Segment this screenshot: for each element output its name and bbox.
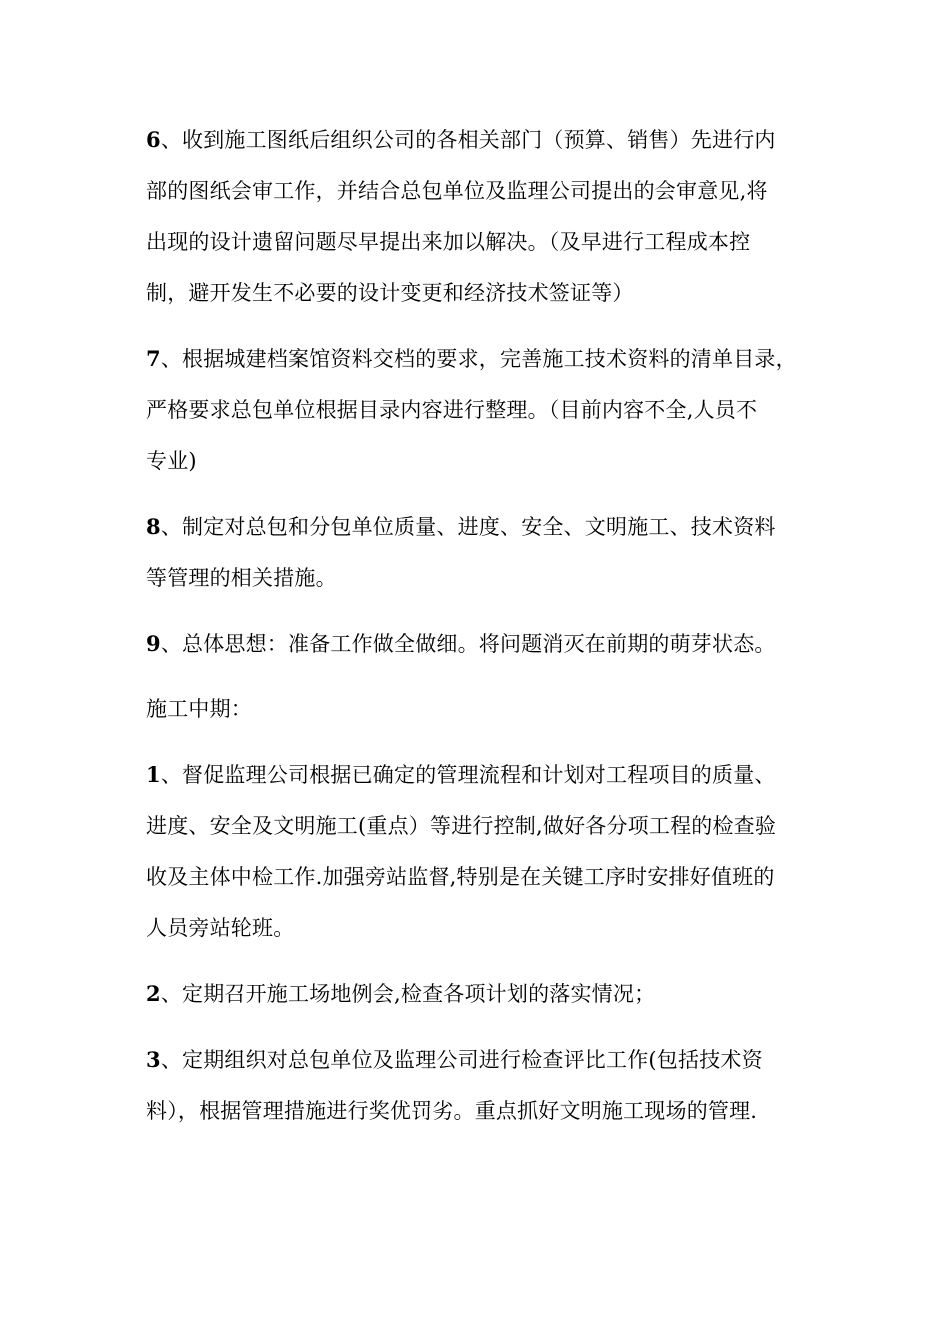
paragraph-6 [146,114,816,319]
paragraph-line [146,968,816,1020]
line-text: 、定期召开施工场地例会,检查各项计划的落实情况； [160,982,656,1006]
paragraph-8 [146,501,816,604]
item-number: 7 [146,346,161,371]
paragraph-7 [146,333,816,487]
paragraph-line: 部的图纸会审工作，并结合总包单位及监理公司提出的会审意见,将 [146,179,768,203]
paragraph-line [146,333,816,385]
item-number: 1 [146,762,161,787]
paragraph-9 [146,618,816,670]
paragraph-line: 严格要求总包单位根据目录内容进行整理。（目前内容不全,人员不 [146,398,758,422]
item-number: 3 [146,1047,161,1072]
paragraph-line: 料），根据管理措施进行奖优罚劣。重点抓好文明施工现场的管理. [146,1099,758,1123]
paragraph-gap [146,735,816,749]
line-text: 、督促监理公司根据已确定的管理流程和计划对工程项目的质量、 [160,763,776,787]
paragraph-gap [146,487,816,501]
line-text: 、定期组织对总包单位及监理公司进行检查评比工作(包括技术资 [160,1048,763,1072]
paragraph-line: 出现的设计遗留问题尽早提出来加以解决。（及早进行工程成本控 [146,230,751,254]
paragraph-line: 收及主体中检工作.加强旁站监督,特别是在关键工序时安排好值班的 [146,865,775,889]
item-number: 9 [146,631,161,656]
paragraph-line [146,114,816,166]
paragraph-line: 专业) [146,449,197,473]
paragraph-line [146,1034,816,1086]
paragraph-line [146,749,816,801]
paragraph-gap [146,954,816,968]
paragraph-gap [146,319,816,333]
line-text: 、根据城建档案馆资料交档的要求，完善施工技术资料的清单目录， [160,347,797,371]
paragraph-line: 人员旁站轮班。 [146,916,295,940]
paragraph-line [146,501,816,553]
paragraph-gap [146,604,816,618]
paragraph-line: 进度、安全及文明施工(重点）等进行控制,做好各分项工程的检查验 [146,814,777,838]
mid-paragraph-1 [146,749,816,954]
paragraph-gap [146,670,816,684]
item-number: 6 [146,127,161,152]
line-text: 、制定对总包和分包单位质量、进度、安全、文明施工、技术资料 [160,515,776,539]
paragraph-line: 制，避开发生不必要的设计变更和经济技术签证等） [146,281,634,305]
paragraph-line [146,618,816,670]
section-heading-text: 施工中期： [146,697,252,721]
item-number: 2 [146,981,161,1006]
paragraph-line: 等管理的相关措施。 [146,566,337,590]
paragraph-gap [146,1020,816,1034]
line-text: 、总体思想：准备工作做全做细。将问题消灭在前期的萌芽状态。 [160,632,776,656]
mid-paragraph-3 [146,1034,816,1137]
document-body [146,114,816,1137]
mid-paragraph-2 [146,968,816,1020]
item-number: 8 [146,514,161,539]
section-heading [146,684,816,735]
line-text: 、收到施工图纸后组织公司的各相关部门（预算、销售）先进行内 [160,128,776,152]
